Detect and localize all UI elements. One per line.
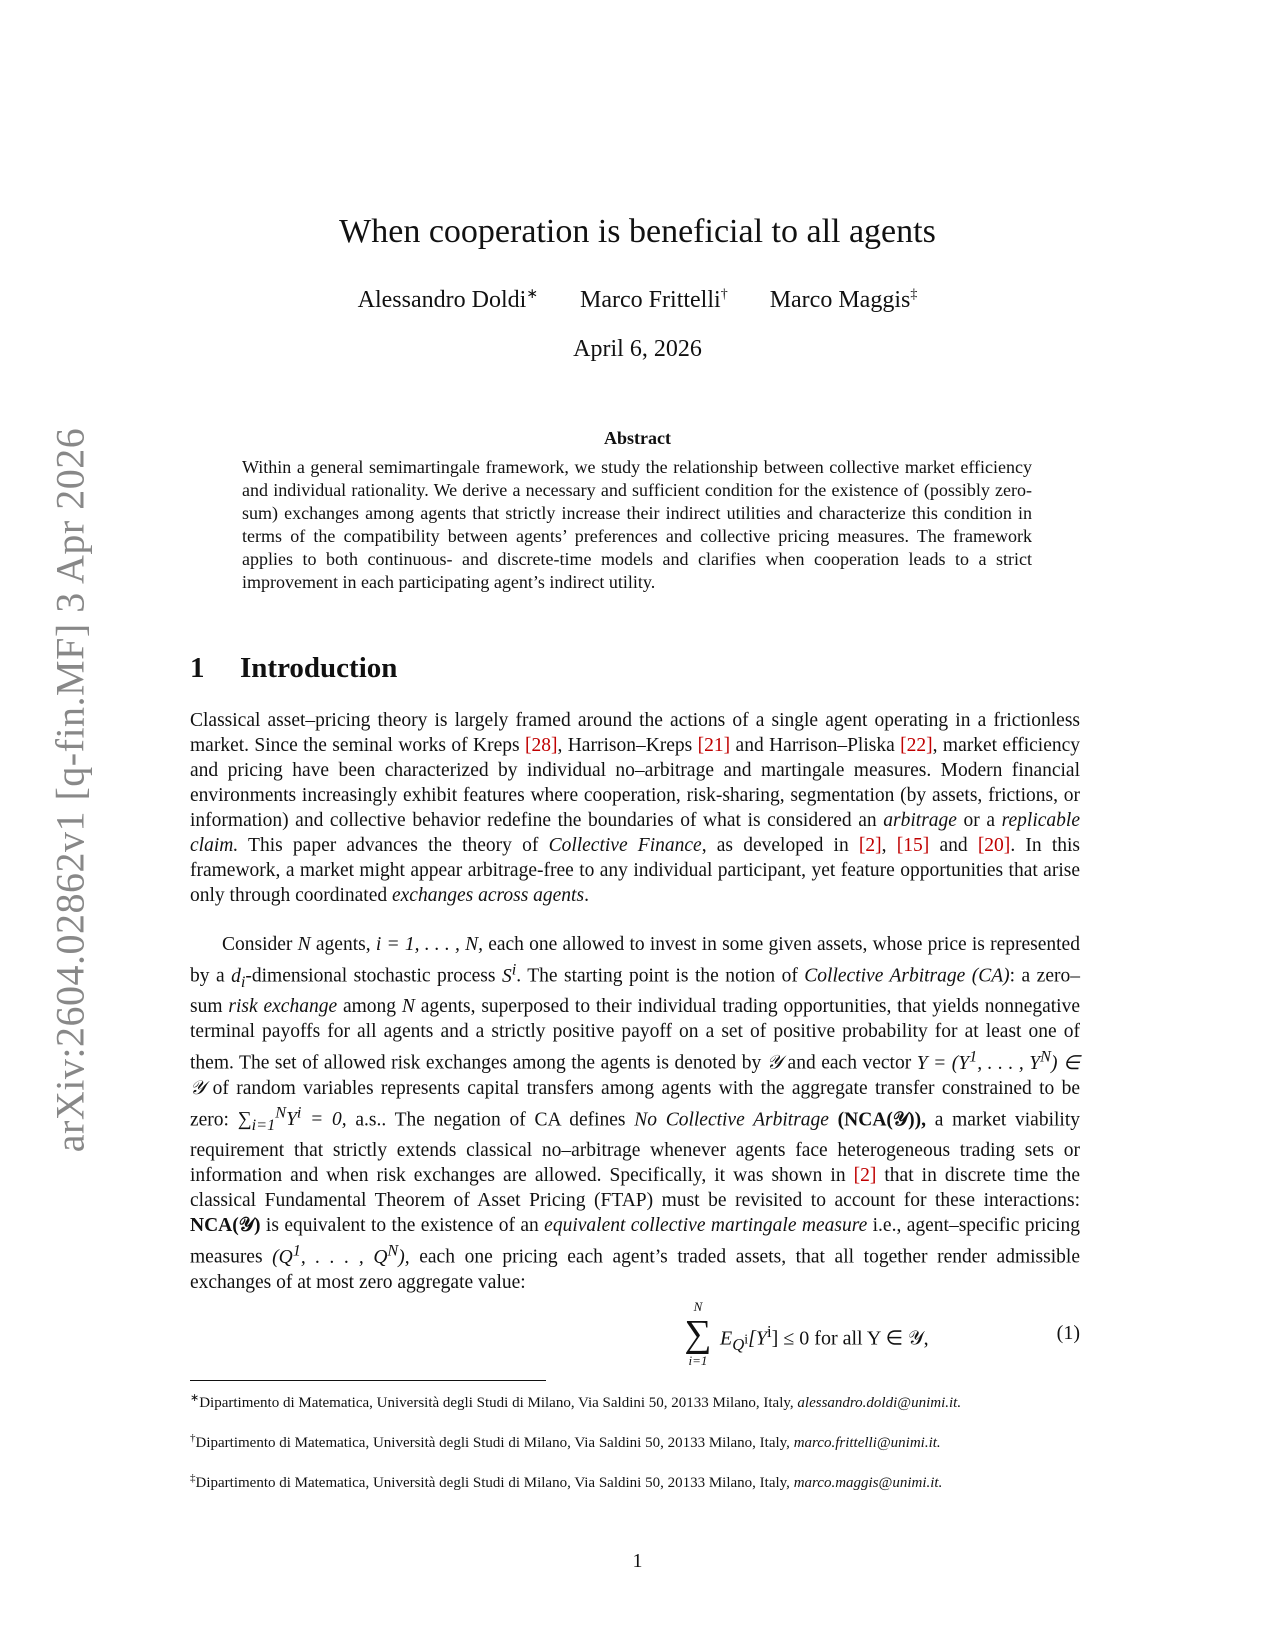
equation-expression: $E_{Q^i}[Y^i] \le 0$ for all Y ∈ 𝒴,	[720, 1322, 929, 1354]
author	[358, 286, 538, 314]
email-link[interactable]: marco.frittelli@unimi.it.	[793, 1435, 941, 1451]
emphasis: equivalent collective martingale measure	[544, 1215, 868, 1237]
citation-link[interactable]: [15]	[896, 835, 930, 856]
math-inline: NCA(𝒴)	[190, 1215, 261, 1237]
equation-number: (1)	[1056, 1322, 1080, 1344]
math-inline: $S^i$	[501, 960, 517, 987]
emphasis: Collective Arbitrage (CA)	[804, 965, 1010, 987]
section-title: Introduction	[240, 652, 398, 684]
citation-link[interactable]: [21]	[697, 735, 731, 756]
footnote-mark[interactable]: ‡	[910, 287, 918, 302]
sigma-glyph: ∑	[684, 1313, 712, 1355]
math-inline: $d_i$	[231, 965, 246, 991]
sum-upper-limit: N	[693, 1299, 703, 1314]
email-link[interactable]: alessandro.doldi@unimi.it.	[797, 1395, 962, 1411]
section-number: 1	[190, 652, 205, 684]
author	[580, 287, 728, 314]
math-inline: 𝒴	[766, 1052, 783, 1074]
math-inline: $Y = (Y^1$, . . . , $Y^N$) ∈ 𝒴	[190, 1047, 1081, 1099]
citation-link[interactable]: [2]	[853, 1165, 877, 1187]
paper-date: April 6, 2026	[573, 336, 702, 362]
paragraph: Classical asset–pricing theory is largely framed around the actions of a single agent operating in a frictionless market. Since the seminal works of Kreps [28], Harrison–Kreps [21] and Harrison–Pliska [22], market efficiency and pricing have been characterized by individual no–arbitrage and martingale measures. Modern financial environments increasingly exhibit features where cooperation, risk-sharing, segmentation (by assets, frictions, or information) and collective behavior redefine the boundaries of what is considered an arbitrage or a replicable claim. This paper advances the theory of Collective Finance, as developed in [2], [15] and [20]. In this framework, a market might appear arbitrage-free to any individual participant, yet feature opportunities that arise only through coordinated exchanges across agents.	[190, 710, 1081, 906]
footnote-mark[interactable]: ∗	[526, 287, 539, 302]
email-link[interactable]: marco.maggis@unimi.it.	[793, 1475, 943, 1491]
citation-link[interactable]: [2]	[858, 835, 882, 856]
author-name: Alessandro Doldi	[357, 287, 527, 313]
author	[770, 287, 918, 314]
emphasis: risk exchange	[228, 996, 338, 1018]
math-inline: i = 1, . . . , N,	[375, 934, 483, 955]
sum-lower-limit: i=1	[688, 1353, 708, 1368]
paper-title: When cooperation is beneficial to all agents	[339, 213, 936, 250]
math-inline: N	[401, 996, 415, 1018]
abstract-heading: Abstract	[604, 428, 671, 448]
emphasis: Collective Finance	[548, 835, 702, 856]
citation-link[interactable]: [20]	[977, 835, 1011, 856]
section-heading	[190, 652, 397, 685]
paragraph: Consider N agents, i = 1, . . . , N, each one allowed to invest in some given assets, whose price is represented by a $d_i$-dimensional stochastic process $S^i$. The starting point is the notion of Collective Arbitrage (CA): a zero–sum risk exchange among N agents, superposed to their individual trading opportunities, that yields nonnegative terminal payoffs for all agents and a strictly positive payoff on a set of positive probability for at least one of them. The set of allowed risk exchanges among the agents is denoted by 𝒴 and each vector $Y = (Y^1$, . . . , $Y^N$) ∈ 𝒴 of random variables represents capital transfers among agents with the aggregate transfer constrained to be zero: $\sum_{i=1}^NY^i = 0$, a.s.. The negation of CA defines No Collective Arbitrage (NCA(𝒴)), a market viability requirement that strictly extends classical no–arbitrage whenever agents face heterogeneous trading sets or information and when risk exchanges are allowed. Specifically, it was shown in [2] that in discrete time the classical Fundamental Theorem of Asset Pricing (FTAP) must be revisited to account for these interactions: NCA(𝒴) is equivalent to the existence of an equivalent collective martingale measure i.e., agent–specific pricing measures ($Q^1$, . . . , $Q^N$), each one pricing each agent’s traded assets, that all together render admissible exchanges of at most zero aggregate value:	[190, 934, 1081, 1293]
arxiv-identifier-stamp: arXiv:2604.02862v1 [q-fin.MF] 3 Apr 2026	[47, 427, 93, 1153]
footnote: †Dipartimento di Matematica, Università degli Studi di Milano, Via Saldini 50, 20133 Milano, Italy, marco.frittelli@unimi.it.	[190, 1432, 941, 1451]
display-equation	[190, 1300, 1080, 1372]
math-inline: N	[297, 934, 311, 955]
page-number: 1	[632, 1550, 643, 1572]
summation-symbol	[678, 1300, 718, 1368]
emphasis: No Collective Arbitrage	[634, 1109, 829, 1131]
footnote: ‡Dipartimento di Matematica, Università degli Studi di Milano, Via Saldini 50, 20133 Milano, Italy, marco.maggis@unimi.it.	[190, 1472, 943, 1491]
emphasis: exchanges across agents	[392, 885, 585, 906]
author-name: Marco Maggis	[769, 287, 911, 313]
footnote-rule	[190, 1380, 546, 1381]
footnote: ∗Dipartimento di Matematica, Università degli Studi di Milano, Via Saldini 50, 20133 Milano, Italy, alessandro.doldi@unimi.it.	[190, 1392, 962, 1411]
emphasis: replicable claim.	[190, 810, 1080, 856]
abstract-text: Within a general semimartingale framework, we study the relationship between collective market efficiency and individual rationality. We derive a necessary and sufficient condition for the existence of (possibly zero-sum) exchanges among agents that strictly increase their indirect utilities and characterize this condition in terms of the compatibility between agents’ preferences and collective pricing measures. The framework applies to both continuous- and discrete-time models and clarifies when cooperation leads to a strict improvement in each participating agent’s indirect utility.	[242, 457, 1032, 592]
citation-link[interactable]: [28]	[524, 735, 558, 756]
author-list	[0, 286, 1275, 314]
math-inline: $\sum_{i=1}^NY^i = 0$,	[237, 1103, 347, 1135]
math-inline: ($Q^1$, . . . , $Q^N$),	[272, 1241, 410, 1268]
emphasis: arbitrage	[883, 810, 957, 831]
citation-link[interactable]: [22]	[900, 735, 933, 756]
author-name: Marco Frittelli	[580, 287, 721, 313]
math-inline: (NCA(𝒴)),	[837, 1109, 927, 1131]
footnote-mark[interactable]: †	[720, 287, 728, 302]
